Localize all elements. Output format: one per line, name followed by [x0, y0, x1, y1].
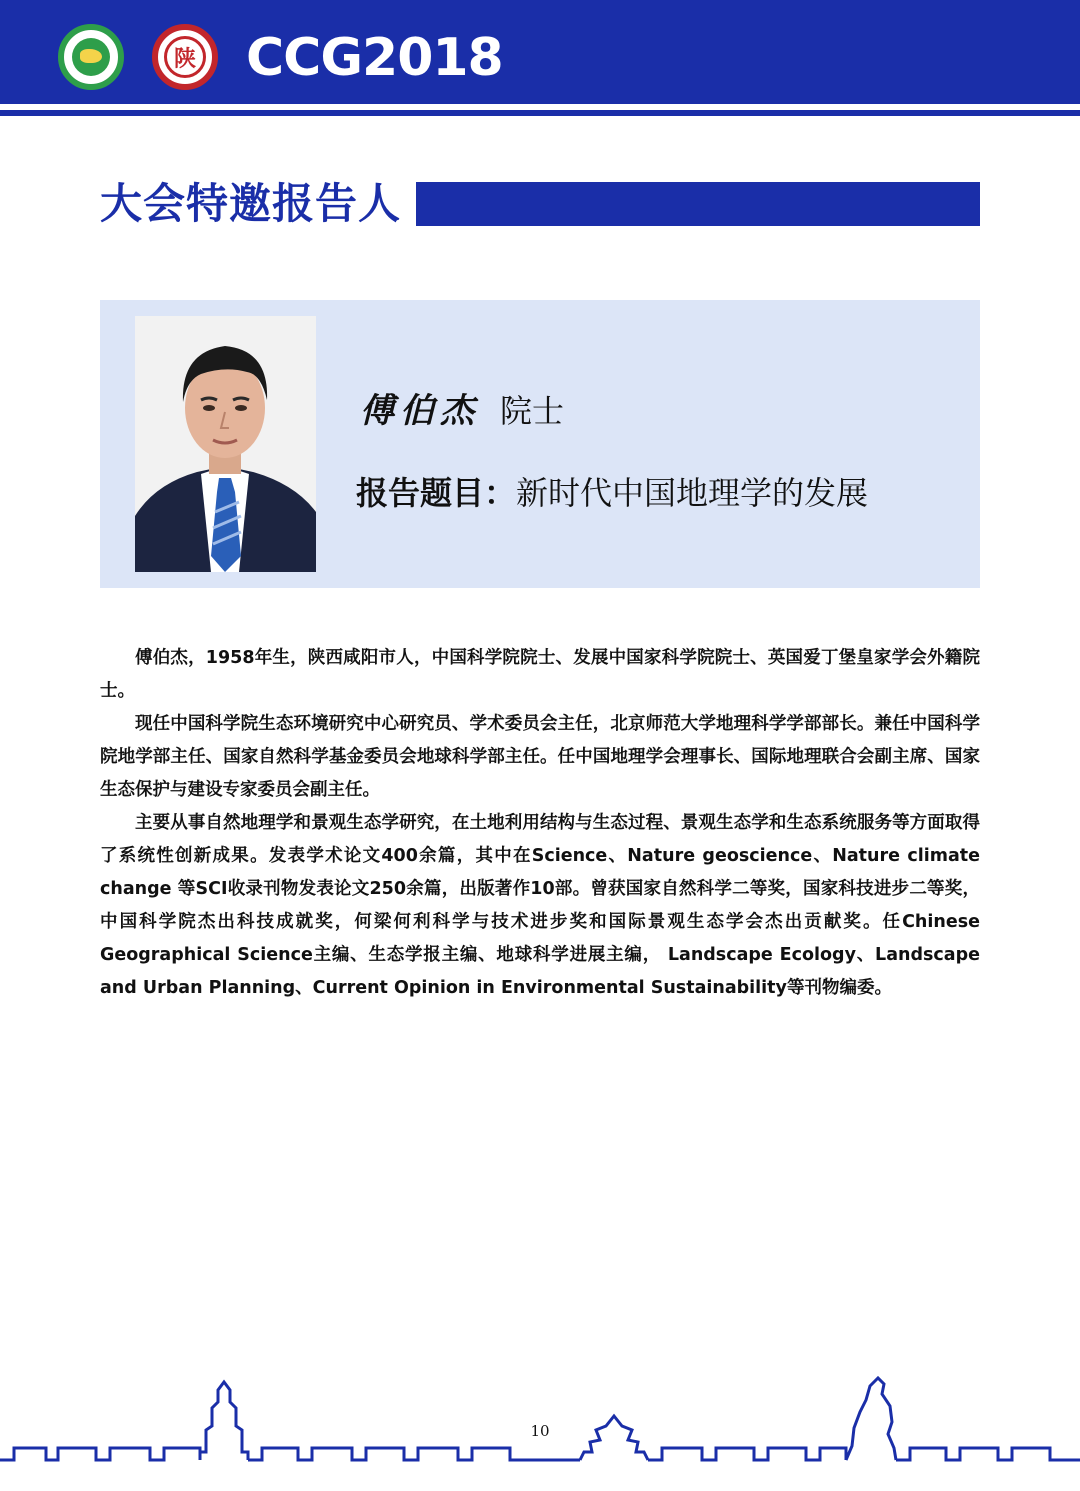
speaker-bio — [100, 642, 980, 1005]
bio-name: 傅伯杰 — [135, 648, 189, 668]
talk-label: 报告题目： — [356, 474, 517, 512]
header-rule — [0, 110, 1080, 116]
bio-paragraph-2: 现任中国科学院生态环境研究中心研究员、学术委员会主任，北京师范大学地理科学学部部长。兼任中国科学院地学部主任、国家自然科学基金委员会地球科学部主任。任中国地理学会理事长、国际地理联合会副主席、国家生态保护与建设专家委员会副主任。 — [100, 714, 980, 800]
section-title-bar — [416, 182, 980, 226]
china-map-emblem-icon — [58, 24, 124, 90]
speaker-portrait-icon — [135, 316, 316, 572]
speaker-name-line — [360, 386, 564, 436]
bio-paragraph-3: 主要从事自然地理学和景观生态学研究，在土地利用结构与生态过程、景观生态学和生态系统服务等方面取得了系统性创新成果。发表学术论文400余篇，其中在Science、Nature geoscience、Nature climate change 等SCI收录刊物发表论文250余篇，出版著作10部。曾获国家自然科学二等奖，国家科技进步二等奖，中国科学院杰出科技成就奖，何梁何利科学与技术进步奖和国际景观生态学会杰出贡献奖。任Chinese Geographical Science主编、生态学报主编、地球科学进展主编， Landscape Ecology、Landscape and Urban Planning、Current Opinion in Environmental Sustainability等刊物编委。 — [100, 813, 980, 998]
page-number: 10 — [530, 1422, 550, 1440]
seal-character: 陕 — [164, 36, 206, 78]
talk-title: 新时代中国地理学的发展 — [516, 474, 869, 512]
speaker-name: 傅伯杰 — [360, 391, 480, 431]
university-seal-icon — [152, 24, 218, 90]
speaker-honorific: 院士 — [500, 392, 565, 430]
section-title: 大会特邀报告人 — [100, 179, 402, 228]
brand-title: CCG2018 — [246, 28, 503, 88]
talk-title-line — [356, 468, 868, 518]
bio-paragraph-1-text: ，1958年生，陕西咸阳市人，中国科学院院士、发展中国家科学院院士、英国爱丁堡皇家学会外籍院士。 — [100, 648, 981, 701]
bio-paragraph-1 — [100, 642, 980, 708]
